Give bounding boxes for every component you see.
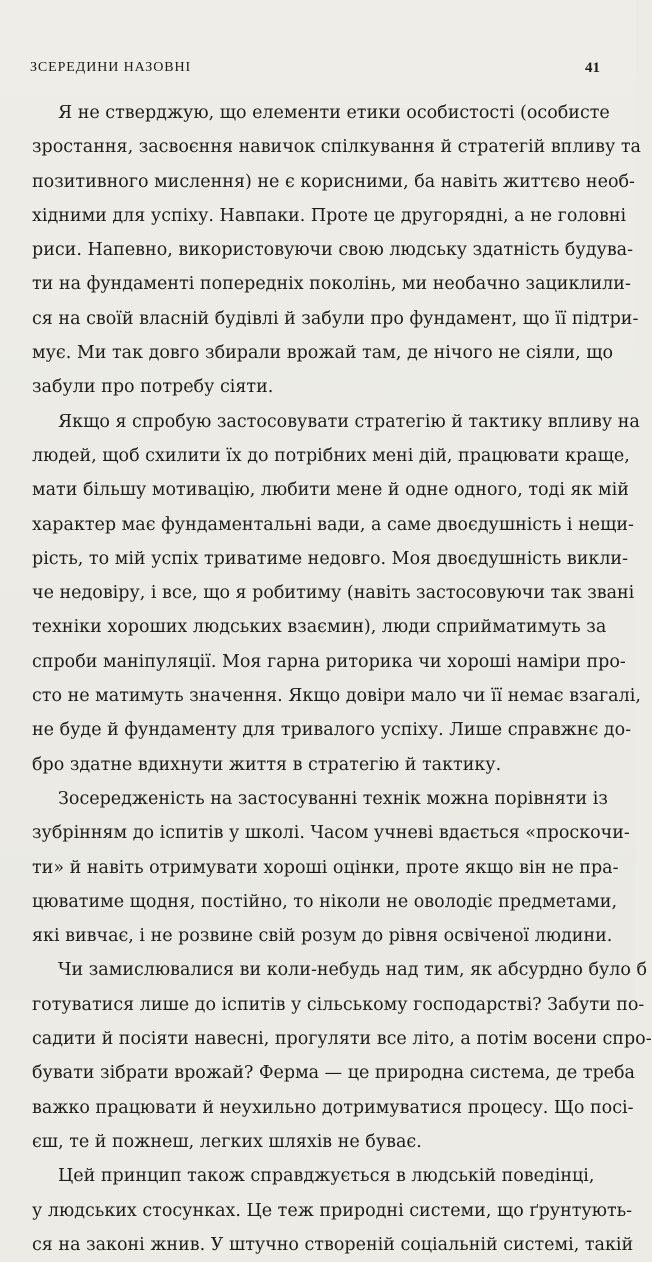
text-line: хідними для успіху. Навпаки. Проте це другорядні, а не головні: [32, 205, 627, 226]
text-line: техніки хороших людських взаємин), люди сприйматимуть за: [32, 617, 607, 638]
text-line: зубрінням до іспитів у школі. Часом учневі вдається «проскочи-: [32, 823, 630, 844]
text-line: позитивного мислення) не є корисними, ба навіть життєво необ-: [32, 171, 635, 192]
text-line: ти» й навіть отримувати хороші оцінки, проте якщо він не пра-: [32, 857, 619, 878]
text-line: не буде й фундаменту для тривалого успіху. Лише справжнє до-: [32, 720, 632, 741]
text-line: Якщо я спробую застосовувати стратегію й тактику впливу на: [58, 411, 640, 432]
text-line: мати більшу мотивацію, любити мене й одне одного, тоді як мій: [32, 480, 629, 501]
text-line: риси. Напевно, використовуючи свою людську здатність будува-: [32, 240, 634, 261]
text-line: зростання, засвоєння навичок спілкування й стратегій впливу та: [32, 137, 641, 158]
text-line: сто не матимуть значення. Якщо довіри мало чи її немає взагалі,: [32, 686, 641, 707]
text-line: ся на своїй власній будівлі й забули про фундамент, що її підтри-: [32, 308, 639, 329]
text-line: Чи замислювалися ви коли-небудь над тим, як абсурдно було б: [58, 960, 648, 981]
page-header: [30, 60, 600, 84]
text-line: Зосередженість на застосуванні технік можна порівняти із: [58, 788, 608, 809]
text-line: цюватиме щодня, постійно, то ніколи не оволодіє предметами,: [32, 891, 618, 912]
page-number: 41: [585, 60, 600, 76]
text-line: забули про потребу сіяти.: [32, 377, 274, 398]
text-line: готуватися лише до іспитів у сільському господарстві? Забути по-: [32, 994, 645, 1015]
text-line: бро здатне вдихнути життя в стратегію й тактику.: [32, 754, 502, 775]
running-head: ЗСЕРЕДИНИ НАЗОВНІ: [30, 60, 192, 75]
text-line: Я не стверджую, що елементи етики особистості (особисте: [58, 103, 610, 123]
text-line: че недовіру, і все, що я робитиму (навіть застосовуючи так звані: [32, 583, 635, 604]
text-line: які вивчає, і не розвине свій розум до рівня освіченої людини.: [32, 926, 613, 947]
text-line: рість, то мій успіх триватиме недовго. Моя двоєдушність викли-: [32, 548, 629, 569]
text-line: ся на законі жнив. У штучно створеній соціальній системі, такій: [32, 1234, 634, 1255]
text-line: людей, щоб схилити їх до потрібних мені дій, працювати краще,: [32, 445, 630, 466]
text-line: бувати зібрати врожай? Ферма — це природна система, де треба: [32, 1063, 635, 1084]
text-line: ти на фундаменті попередніх поколінь, ми необачно зациклили-: [32, 274, 631, 295]
text-line: важко працювати й неухильно дотримуватися процесу. Що посі-: [32, 1097, 634, 1118]
text-line: садити й посіяти навесні, прогуляти все літо, а потім восени спро-: [32, 1029, 652, 1050]
body-text: [32, 96, 652, 1262]
text-line: спроби маніпуляції. Моя гарна риторика чи хороші наміри про-: [32, 651, 626, 672]
text-line: єш, те й пожнеш, легких шляхів не буває.: [32, 1131, 422, 1152]
text-line: Цей принцип також справджується в людській поведінці,: [58, 1166, 595, 1187]
text-line: мує. Ми так довго збирали врожай там, де нічого не сіяли, що: [32, 343, 614, 364]
text-line: у людських стосунках. Це теж природні системи, що ґрунтують-: [32, 1200, 633, 1221]
text-line: характер має фундаментальні вади, а саме двоєдушність і нещи-: [32, 514, 634, 535]
